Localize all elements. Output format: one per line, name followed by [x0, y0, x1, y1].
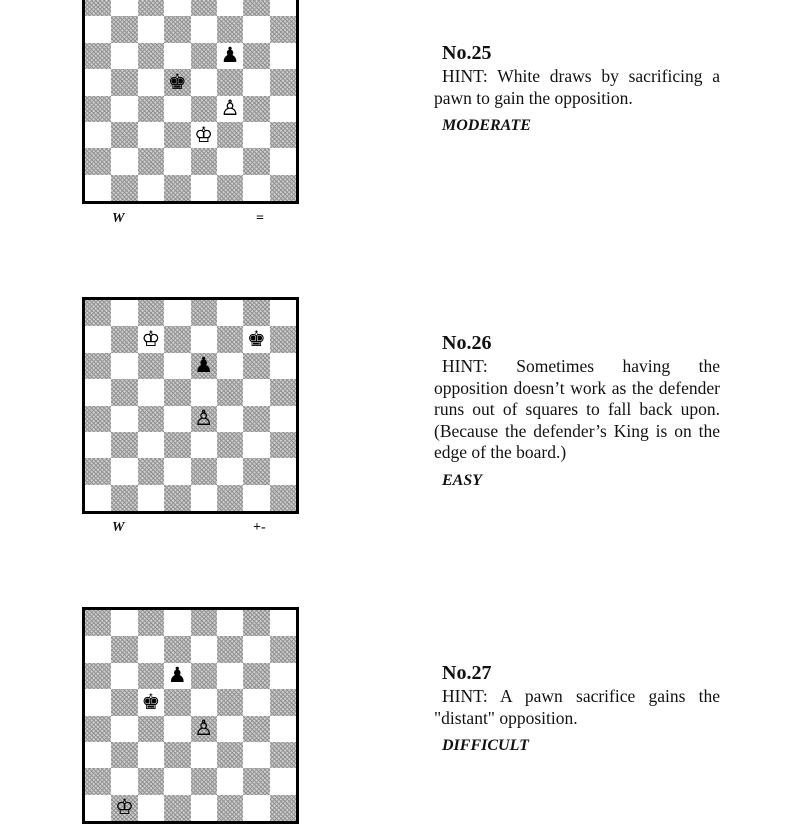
square-f2 — [217, 458, 243, 484]
square-a4 — [85, 716, 111, 742]
square-c8 — [138, 610, 164, 636]
square-b1 — [111, 485, 137, 511]
square-e4 — [191, 406, 217, 432]
puzzle-hint: HINT: Sometimes having the opposition doesn’t work as the defender runs out of squares to fall back upon. (Because the defender’s King is on the edge of the board.) — [434, 356, 720, 462]
white-pawn-icon: ♙ — [220, 96, 240, 121]
square-h4 — [270, 406, 296, 432]
square-c1 — [138, 795, 164, 821]
square-e1 — [191, 485, 217, 511]
square-g3 — [243, 432, 269, 458]
square-a3 — [85, 742, 111, 768]
square-b3 — [111, 122, 137, 148]
square-h7 — [270, 16, 296, 42]
square-a4 — [85, 406, 111, 432]
square-g8 — [243, 300, 269, 326]
square-e6 — [191, 663, 217, 689]
square-c7 — [138, 16, 164, 42]
square-b8 — [111, 610, 137, 636]
square-g6 — [243, 43, 269, 69]
square-f1 — [217, 485, 243, 511]
square-g1 — [243, 175, 269, 201]
square-c8 — [138, 300, 164, 326]
square-a8 — [85, 300, 111, 326]
square-c7 — [138, 326, 164, 352]
square-b6 — [111, 43, 137, 69]
square-b7 — [111, 636, 137, 662]
square-f8 — [217, 300, 243, 326]
puzzle-hint: HINT: A pawn sacrifice gains the "distant" opposition. — [434, 686, 720, 728]
square-c3 — [138, 122, 164, 148]
square-f7 — [217, 16, 243, 42]
square-h5 — [270, 69, 296, 95]
square-g7 — [243, 636, 269, 662]
square-d6 — [164, 43, 190, 69]
square-c3 — [138, 432, 164, 458]
square-g3 — [243, 742, 269, 768]
square-e2 — [191, 768, 217, 794]
square-f3 — [217, 432, 243, 458]
square-h7 — [270, 636, 296, 662]
square-d7 — [164, 16, 190, 42]
square-c6 — [138, 353, 164, 379]
square-a8 — [85, 610, 111, 636]
square-a5 — [85, 689, 111, 715]
square-g4 — [243, 716, 269, 742]
black-king-icon: ♚ — [167, 69, 187, 94]
square-h1 — [270, 795, 296, 821]
square-h8 — [270, 300, 296, 326]
square-a1 — [85, 485, 111, 511]
side-to-move-label: W — [112, 211, 125, 226]
square-f4 — [217, 716, 243, 742]
square-d3 — [164, 122, 190, 148]
square-b3 — [111, 742, 137, 768]
square-h4 — [270, 716, 296, 742]
white-king-icon: ♔ — [141, 327, 161, 352]
square-a2 — [85, 148, 111, 174]
square-f4 — [217, 406, 243, 432]
square-a7 — [85, 16, 111, 42]
white-pawn-icon: ♙ — [194, 716, 214, 741]
black-pawn-icon: ♟ — [167, 663, 187, 688]
square-h3 — [270, 122, 296, 148]
square-d8 — [164, 0, 190, 16]
square-g3 — [243, 122, 269, 148]
square-d3 — [164, 432, 190, 458]
square-b3 — [111, 432, 137, 458]
square-c7 — [138, 636, 164, 662]
square-g1 — [243, 485, 269, 511]
square-e7 — [191, 16, 217, 42]
square-d2 — [164, 148, 190, 174]
square-g6 — [243, 663, 269, 689]
square-e3 — [191, 432, 217, 458]
square-a5 — [85, 69, 111, 95]
square-h2 — [270, 458, 296, 484]
square-f4 — [217, 96, 243, 122]
square-c2 — [138, 768, 164, 794]
square-b1 — [111, 175, 137, 201]
square-a1 — [85, 175, 111, 201]
square-d2 — [164, 458, 190, 484]
square-f2 — [217, 768, 243, 794]
square-d1 — [164, 175, 190, 201]
square-d5 — [164, 689, 190, 715]
square-a1 — [85, 795, 111, 821]
square-b6 — [111, 353, 137, 379]
square-g4 — [243, 96, 269, 122]
square-c3 — [138, 742, 164, 768]
square-g8 — [243, 0, 269, 16]
square-g2 — [243, 458, 269, 484]
square-a3 — [85, 122, 111, 148]
difficulty-label: MODERATE — [442, 117, 531, 134]
square-a7 — [85, 326, 111, 352]
black-king-icon: ♚ — [247, 327, 266, 352]
square-e1 — [191, 175, 217, 201]
square-d8 — [164, 300, 190, 326]
square-b2 — [111, 458, 137, 484]
square-h7 — [270, 326, 296, 352]
difficulty-label: EASY — [442, 471, 483, 489]
square-c6 — [138, 663, 164, 689]
square-b1 — [111, 795, 137, 821]
square-b4 — [111, 96, 137, 122]
square-f5 — [217, 689, 243, 715]
square-a6 — [85, 43, 111, 69]
puzzle-25-text — [434, 42, 720, 135]
square-a3 — [85, 432, 111, 458]
square-d1 — [164, 485, 190, 511]
difficulty-label: DIFFICULT — [442, 737, 529, 754]
square-e8 — [191, 300, 217, 326]
puzzle-number: No.27 — [442, 662, 492, 684]
puzzle-number: No.26 — [442, 332, 492, 354]
puzzle-26-text — [434, 332, 720, 490]
square-b7 — [111, 326, 137, 352]
square-a6 — [85, 663, 111, 689]
evaluation-label: +- — [253, 520, 266, 535]
square-e2 — [191, 148, 217, 174]
square-e7 — [191, 326, 217, 352]
square-d2 — [164, 768, 190, 794]
square-e8 — [191, 610, 217, 636]
evaluation-label: = — [256, 211, 264, 226]
square-f6 — [217, 663, 243, 689]
square-d4 — [164, 406, 190, 432]
chess-board-26 — [82, 297, 299, 514]
puzzle-number: No.25 — [442, 42, 492, 64]
square-g7 — [243, 326, 269, 352]
side-to-move-label: W — [112, 520, 125, 535]
square-f5 — [217, 69, 243, 95]
square-h5 — [270, 379, 296, 405]
square-a2 — [85, 458, 111, 484]
square-g2 — [243, 148, 269, 174]
square-a5 — [85, 379, 111, 405]
square-c8 — [138, 0, 164, 16]
white-king-icon: ♔ — [194, 122, 214, 147]
square-a4 — [85, 96, 111, 122]
square-h5 — [270, 689, 296, 715]
square-d5 — [164, 379, 190, 405]
square-d3 — [164, 742, 190, 768]
square-b7 — [111, 16, 137, 42]
square-c5 — [138, 69, 164, 95]
square-a6 — [85, 353, 111, 379]
square-c4 — [138, 406, 164, 432]
square-f1 — [217, 175, 243, 201]
puzzle-27-text — [434, 662, 720, 755]
square-b8 — [111, 300, 137, 326]
square-h1 — [270, 175, 296, 201]
square-b5 — [111, 379, 137, 405]
square-e7 — [191, 636, 217, 662]
square-h4 — [270, 96, 296, 122]
square-g6 — [243, 353, 269, 379]
square-h2 — [270, 768, 296, 794]
square-f1 — [217, 795, 243, 821]
square-c5 — [138, 379, 164, 405]
chess-board-27 — [82, 607, 299, 824]
square-g8 — [243, 610, 269, 636]
square-c6 — [138, 43, 164, 69]
square-e3 — [191, 122, 217, 148]
square-a2 — [85, 768, 111, 794]
square-h8 — [270, 0, 296, 16]
square-f3 — [217, 122, 243, 148]
square-a7 — [85, 636, 111, 662]
square-c4 — [138, 96, 164, 122]
square-h6 — [270, 43, 296, 69]
square-b5 — [111, 689, 137, 715]
square-g5 — [243, 379, 269, 405]
square-f2 — [217, 148, 243, 174]
square-f6 — [217, 353, 243, 379]
square-b6 — [111, 663, 137, 689]
square-b4 — [111, 716, 137, 742]
square-c1 — [138, 485, 164, 511]
square-b4 — [111, 406, 137, 432]
black-pawn-icon: ♟ — [194, 353, 214, 378]
square-e5 — [191, 379, 217, 405]
square-e4 — [191, 96, 217, 122]
square-e4 — [191, 716, 217, 742]
square-e3 — [191, 742, 217, 768]
square-g1 — [243, 795, 269, 821]
square-g5 — [243, 69, 269, 95]
square-h6 — [270, 353, 296, 379]
square-f7 — [217, 636, 243, 662]
square-e8 — [191, 0, 217, 16]
square-h6 — [270, 663, 296, 689]
chess-board-25 — [82, 0, 299, 204]
square-c2 — [138, 148, 164, 174]
square-h3 — [270, 742, 296, 768]
square-b8 — [111, 0, 137, 16]
square-d4 — [164, 716, 190, 742]
square-f3 — [217, 742, 243, 768]
square-d4 — [164, 96, 190, 122]
square-c5 — [138, 689, 164, 715]
black-king-icon: ♚ — [141, 689, 161, 714]
square-g4 — [243, 406, 269, 432]
square-e2 — [191, 458, 217, 484]
square-d7 — [164, 326, 190, 352]
white-pawn-icon: ♙ — [194, 406, 214, 431]
square-h2 — [270, 148, 296, 174]
square-b2 — [111, 768, 137, 794]
black-pawn-icon: ♟ — [220, 43, 240, 68]
square-g5 — [243, 689, 269, 715]
square-f8 — [217, 0, 243, 16]
square-f7 — [217, 326, 243, 352]
square-c1 — [138, 175, 164, 201]
square-e6 — [191, 43, 217, 69]
square-c4 — [138, 716, 164, 742]
square-d8 — [164, 610, 190, 636]
square-e6 — [191, 353, 217, 379]
square-c2 — [138, 458, 164, 484]
puzzle-hint: HINT: White draws by sacrificing a pawn to gain the opposition. — [434, 66, 720, 108]
square-e1 — [191, 795, 217, 821]
square-d6 — [164, 353, 190, 379]
square-d6 — [164, 663, 190, 689]
square-f8 — [217, 610, 243, 636]
square-g2 — [243, 768, 269, 794]
square-g7 — [243, 16, 269, 42]
square-f6 — [217, 43, 243, 69]
square-h8 — [270, 610, 296, 636]
white-king-icon: ♔ — [115, 795, 134, 820]
square-d1 — [164, 795, 190, 821]
square-d7 — [164, 636, 190, 662]
square-f5 — [217, 379, 243, 405]
square-a8 — [85, 0, 111, 16]
square-e5 — [191, 69, 217, 95]
square-b2 — [111, 148, 137, 174]
square-e5 — [191, 689, 217, 715]
square-d5 — [164, 69, 190, 95]
square-h3 — [270, 432, 296, 458]
square-h1 — [270, 485, 296, 511]
square-b5 — [111, 69, 137, 95]
